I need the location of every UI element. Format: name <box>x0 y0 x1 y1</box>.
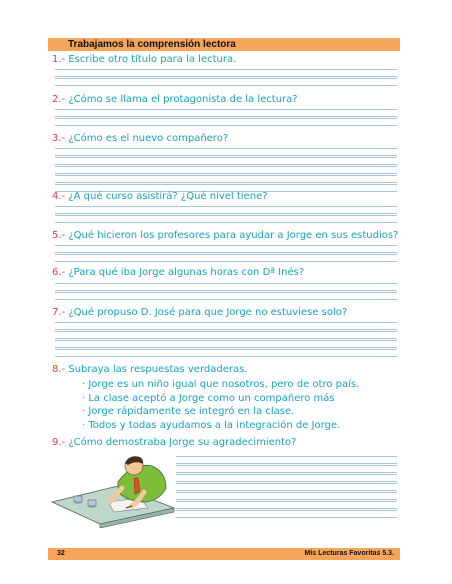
question-1: 1.- Escribe otro título para la lectura. <box>52 54 237 65</box>
question-9: 9.- ¿Cómo demostraba Jorge su agradecimiento? <box>52 437 297 448</box>
section-header <box>48 38 400 51</box>
question-3: 3.- ¿Cómo es el nuevo compañero? <box>52 133 229 144</box>
answer-lines-1[interactable] <box>55 69 397 87</box>
section-title: Trabajamos la comprensión lectora <box>68 39 236 50</box>
boy-writing-illustration <box>48 452 178 528</box>
page-footer <box>48 548 400 560</box>
answer-lines-7[interactable] <box>55 322 397 358</box>
question-2: 2.- ¿Cómo se llama el protagonista de la lectura? <box>52 94 298 105</box>
option-1[interactable]: · Jorge es un niño igual que nosotros, pero de otro país. <box>82 379 360 390</box>
page-number: 32 <box>57 550 65 557</box>
question-8: 8.- Subraya las respuestas verdaderas. <box>52 364 248 375</box>
answer-lines-5[interactable] <box>55 245 397 263</box>
option-2[interactable]: · La clase aceptó a Jorge como un compañero más <box>82 392 335 404</box>
option-3[interactable]: · Jorge rápidamente se integró en la clase. <box>82 406 295 417</box>
question-6: 6.- ¿Para qué iba Jorge algunas horas con Dª Inés? <box>52 267 305 278</box>
answer-lines-6[interactable] <box>55 283 397 301</box>
answer-lines-3[interactable] <box>55 148 397 193</box>
answer-lines-9[interactable] <box>176 456 397 519</box>
option-4[interactable]: · Todos y todas ayudamos a la integración de Jorge. <box>82 419 341 431</box>
answer-lines-4[interactable] <box>55 206 397 224</box>
book-title: Mis Lecturas Favoritas 5.3. <box>304 550 394 557</box>
question-7: 7.- ¿Qué propuso D. José para que Jorge no estuviese solo? <box>52 307 348 318</box>
answer-lines-2[interactable] <box>55 109 397 127</box>
true-false-options <box>82 378 359 432</box>
question-4: 4.- ¿A qué curso asistirá? ¿Qué nivel tiene? <box>52 191 268 202</box>
question-5: 5.- ¿Qué hicieron los profesores para ayudar a Jorge en sus estudios? <box>52 230 399 241</box>
